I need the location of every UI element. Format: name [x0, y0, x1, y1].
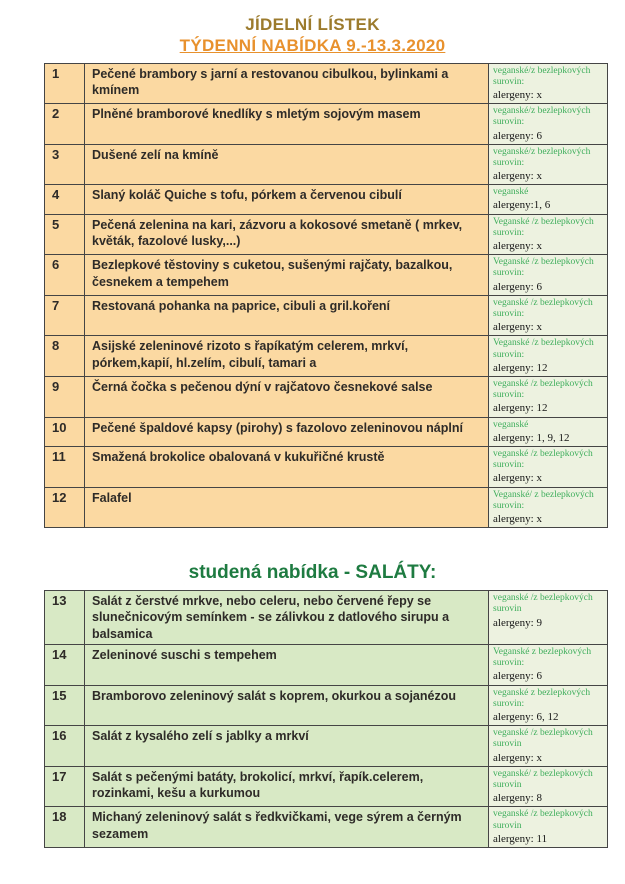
table-row [45, 63, 608, 104]
surovin-label: surovin [493, 779, 522, 790]
row-number: 1 [45, 63, 85, 104]
menu-item-text: Salát z kysalého zelí s jablky a mrkví [85, 726, 489, 767]
table-row [45, 591, 608, 645]
surovin-label: surovin: [493, 309, 525, 320]
allergens-label: alergeny: 11 [493, 832, 548, 845]
row-number: 7 [45, 295, 85, 336]
diet-label: Veganské /z bezlepkových [493, 257, 594, 268]
allergens-label: alergeny: 6, 12 [493, 710, 559, 723]
allergens-label: alergeny: x [493, 88, 542, 101]
diet-info-cell [489, 726, 608, 767]
allergens-label: alergeny: 1, 9, 12 [493, 431, 570, 444]
diet-info-cell [489, 685, 608, 726]
surovin-label: surovin: [493, 227, 525, 238]
diet-info-cell [489, 644, 608, 685]
allergens-label: alergeny: 6 [493, 280, 542, 293]
menu-item-text: Michaný zeleninový salát s ředkvičkami, vege sýrem a černým sezamem [85, 807, 489, 848]
surovin-label: surovin: [493, 500, 525, 511]
allergens-label: alergeny: x [493, 472, 542, 485]
table-row [45, 185, 608, 214]
diet-label: Veganské /z bezlepkových [493, 216, 594, 227]
surovin-label: surovin: [493, 460, 525, 471]
menu-item-text: Pečené špaldové kapsy (pirohy) s fazolovo zeleninovou náplní [85, 417, 489, 446]
allergens-label: alergeny: 12 [493, 361, 548, 374]
surovin-label: surovin: [493, 76, 525, 87]
diet-label: veganské /z bezlepkových [493, 593, 593, 604]
row-number: 3 [45, 144, 85, 185]
row-number: 14 [45, 644, 85, 685]
allergens-label: alergeny: x [493, 240, 542, 253]
row-number: 12 [45, 487, 85, 528]
surovin-label: surovin: [493, 658, 525, 669]
allergens-label: alergeny: 6 [493, 670, 542, 683]
diet-info-cell [489, 104, 608, 145]
diet-label: veganské/z bezlepkových [493, 65, 591, 76]
diet-label: veganské/ z bezlepkových [493, 768, 593, 779]
diet-info-cell [489, 295, 608, 336]
diet-info-cell [489, 63, 608, 104]
menu-item-text: Restovaná pohanka na paprice, cibuli a gril.koření [85, 295, 489, 336]
row-number: 9 [45, 377, 85, 418]
table-row [45, 447, 608, 488]
diet-label: veganské /z bezlepkových [493, 809, 593, 820]
row-number: 10 [45, 417, 85, 446]
allergens-label: alergeny: 8 [493, 792, 542, 805]
diet-info-cell [489, 591, 608, 645]
row-number: 8 [45, 336, 85, 377]
diet-label: Veganské /z bezlepkových [493, 338, 594, 349]
diet-label: veganské/z bezlepkových [493, 106, 591, 117]
row-number: 2 [45, 104, 85, 145]
menu-item-text: Salát z čerstvé mrkve, nebo celeru, nebo červené řepy se slunečnicovým semínkem - se zálivkou z datlového sirupu a balsamica [85, 591, 489, 645]
allergens-label: alergeny: 6 [493, 129, 542, 142]
menu-item-text: Slaný koláč Quiche s tofu, pórkem a červenou cibulí [85, 185, 489, 214]
table-row [45, 644, 608, 685]
menu-item-text: Zeleninové suschi s tempehem [85, 644, 489, 685]
surovin-label: surovin [493, 604, 522, 615]
table-row [45, 807, 608, 848]
table-row [45, 295, 608, 336]
surovin-label: surovin: [493, 390, 525, 401]
page-header [0, 0, 625, 57]
menu-item-text: Falafel [85, 487, 489, 528]
diet-info-cell [489, 766, 608, 807]
menu-item-text: Pečené brambory s jarní a restovanou cibulkou, bylinkami a kmínem [85, 63, 489, 104]
diet-info-cell [489, 807, 608, 848]
table-row [45, 336, 608, 377]
diet-info-cell [489, 144, 608, 185]
diet-info-cell [489, 487, 608, 528]
diet-label: veganské /z bezlepkových [493, 297, 593, 308]
diet-label: Veganské/ z bezlepkových [493, 489, 594, 500]
menu-item-text: Bezlepkové těstoviny s cuketou, sušenými rajčaty, bazalkou, česnekem a tempehem [85, 255, 489, 296]
diet-info-cell [489, 255, 608, 296]
allergens-label: alergeny: 9 [493, 616, 542, 629]
menu-item-text: Černá čočka s pečenou dýní v rajčatovo česnekové salse [85, 377, 489, 418]
table-row [45, 766, 608, 807]
table-row [45, 487, 608, 528]
row-number: 11 [45, 447, 85, 488]
menu-item-text: Smažená brokolice obalovaná v kukuřičné krustě [85, 447, 489, 488]
page-title: JÍDELNÍ LÍSTEK [245, 15, 380, 34]
table-row [45, 377, 608, 418]
salads-menu-table [44, 590, 608, 848]
allergens-label: alergeny: x [493, 170, 542, 183]
surovin-label: surovin: [493, 268, 525, 279]
menu-item-text: Asijské zeleninové rizoto s řapíkatým celerem, mrkví, pórkem,kapií, hl.zelím, cibulí, tamari a [85, 336, 489, 377]
diet-info-cell [489, 377, 608, 418]
table-row [45, 214, 608, 255]
row-number: 4 [45, 185, 85, 214]
surovin-label: surovin: [493, 117, 525, 128]
diet-info-cell [489, 417, 608, 446]
row-number: 13 [45, 591, 85, 645]
allergens-label: alergeny: x [493, 321, 542, 334]
surovin-label: surovin [493, 820, 522, 831]
surovin-label: surovin: [493, 157, 525, 168]
allergens-label: alergeny: x [493, 513, 542, 526]
diet-label: veganské [493, 419, 529, 430]
page-subtitle: TÝDENNÍ NABÍDKA 9.-13.3.2020 [179, 36, 446, 56]
surovin-label: surovin: [493, 698, 525, 709]
menu-item-text: Dušené zelí na kmíně [85, 144, 489, 185]
table-row [45, 255, 608, 296]
diet-label: Veganské z bezlepkových [493, 646, 592, 657]
table-row [45, 417, 608, 446]
table-row [45, 104, 608, 145]
menu-item-text: Bramborovo zeleninový salát s koprem, okurkou a sojanézou [85, 685, 489, 726]
menu-item-text: Pečená zelenina na kari, zázvoru a kokosové smetaně ( mrkev, květák, fazolové lusky,...) [85, 214, 489, 255]
allergens-label: alergeny: x [493, 751, 542, 764]
surovin-label: surovin [493, 739, 522, 750]
allergens-label: alergeny:1, 6 [493, 199, 551, 212]
surovin-label: surovin: [493, 349, 525, 360]
menu-item-text: Salát s pečenými batáty, brokolicí, mrkví, řapík.celerem, rozinkami, kešu a kurkumou [85, 766, 489, 807]
row-number: 17 [45, 766, 85, 807]
weekly-menu-table [44, 63, 608, 529]
row-number: 15 [45, 685, 85, 726]
diet-label: veganské/z bezlepkových [493, 146, 591, 157]
diet-label: veganské /z bezlepkových [493, 728, 593, 739]
table-row [45, 144, 608, 185]
diet-info-cell [489, 336, 608, 377]
diet-label: veganské /z bezlepkových [493, 449, 593, 460]
diet-info-cell [489, 214, 608, 255]
diet-label: veganské z bezlepkových [493, 687, 591, 698]
table-row [45, 685, 608, 726]
row-number: 16 [45, 726, 85, 767]
diet-label: veganské /z bezlepkových [493, 379, 593, 390]
diet-info-cell [489, 185, 608, 214]
salads-section-title: studená nabídka - SALÁTY: [188, 562, 437, 584]
menu-item-text: Plněné bramborové knedlíky s mletým sojovým masem [85, 104, 489, 145]
allergens-label: alergeny: 12 [493, 402, 548, 415]
diet-label: veganské [493, 187, 529, 198]
row-number: 18 [45, 807, 85, 848]
row-number: 5 [45, 214, 85, 255]
table-row [45, 726, 608, 767]
row-number: 6 [45, 255, 85, 296]
diet-info-cell [489, 447, 608, 488]
